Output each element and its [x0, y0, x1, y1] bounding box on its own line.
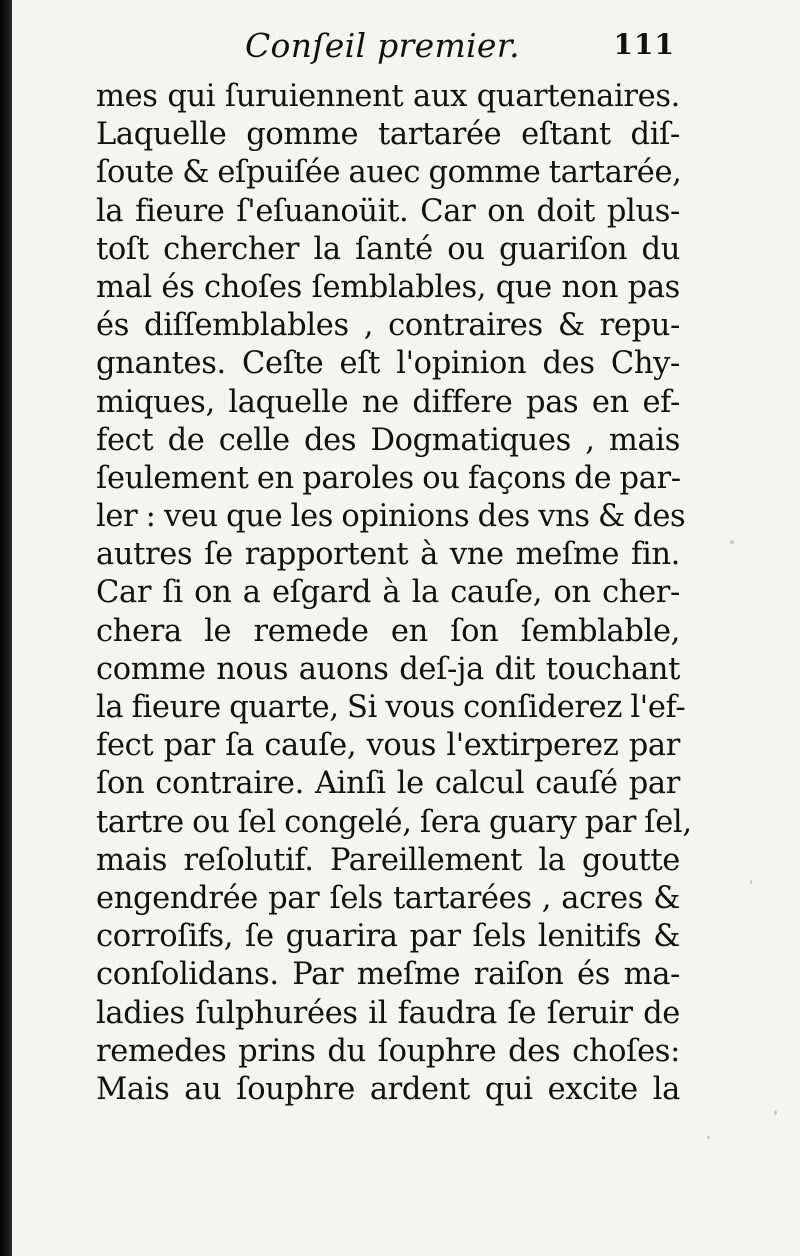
paper-speck: [774, 1110, 777, 1115]
text-line: Mais au ſouphre ardent qui excite la: [96, 1071, 680, 1107]
text-line: autres ſe rapportent à vne meſme fin.: [96, 537, 680, 573]
text-line: la fieure quarte, Si vous conſiderez l'ef-: [96, 690, 686, 725]
text-line: mais reſolutif. Pareillement la goutte: [96, 842, 680, 878]
text-line: remedes prins du ſouphre des choſes:: [96, 1033, 680, 1069]
text-line: tartre ou ſel congelé, ſera guary par ſel,: [96, 804, 692, 840]
text-line: ladies ſulphurées il faudra ſe ſeruir de: [96, 995, 680, 1031]
paper-speck: [750, 880, 752, 884]
text-line: ſeulement en paroles ou façons de par-: [96, 460, 681, 496]
page-gutter-shadow: [0, 0, 10, 1256]
body-text: [96, 78, 692, 1109]
text-line: toſt chercher la ſanté ou guariſon du: [96, 231, 680, 267]
text-line: miques, laquelle ne differe pas en ef-: [96, 384, 680, 420]
paper-speck: [730, 540, 734, 544]
running-title: Conſeil premier.: [245, 26, 520, 65]
text-line: mes qui ſuruiennent aux quartenaires.: [96, 79, 680, 114]
text-line: gnantes. Ceſte eſt l'opinion des Chy-: [96, 346, 680, 382]
text-line: fect de celle des Dogmatiques , mais: [96, 422, 680, 458]
text-line: conſolidans. Par meſme raiſon és ma-: [96, 957, 680, 993]
text-line: és diſſemblables , contraires & repu-: [96, 308, 680, 344]
text-line: comme nous auons deſ-ja dit touchant: [96, 651, 680, 687]
text-line: ſoute & eſpuiſée auec gomme tartarée,: [96, 155, 682, 191]
text-line: chera le remede en ſon ſemblable,: [96, 613, 680, 649]
text-line: ler : veu que les opinions des vns & des: [96, 499, 686, 535]
text-line: mal és choſes ſemblables, que non pas: [96, 269, 680, 305]
paper-speck: [707, 1136, 710, 1139]
page-number: 111: [613, 28, 675, 61]
page-header: [95, 18, 675, 74]
text-line: la fieure ſ'eſuanoüit. Car on doit plus-: [96, 193, 680, 229]
text-line: fect par ſa cauſe, vous l'extirperez par: [96, 728, 680, 764]
text-line: Car ſi on a eſgard à la cauſe, on cher-: [96, 575, 680, 611]
text-line: Laquelle gomme tartarée eſtant diſ-: [96, 117, 680, 153]
text-line: ſon contraire. Ainſi le calcul cauſé par: [96, 766, 680, 802]
text-line: engendrée par ſels tartarées , acres &: [96, 880, 680, 916]
text-line: corroſifs, ſe guarira par ſels lenitifs &: [96, 919, 680, 955]
